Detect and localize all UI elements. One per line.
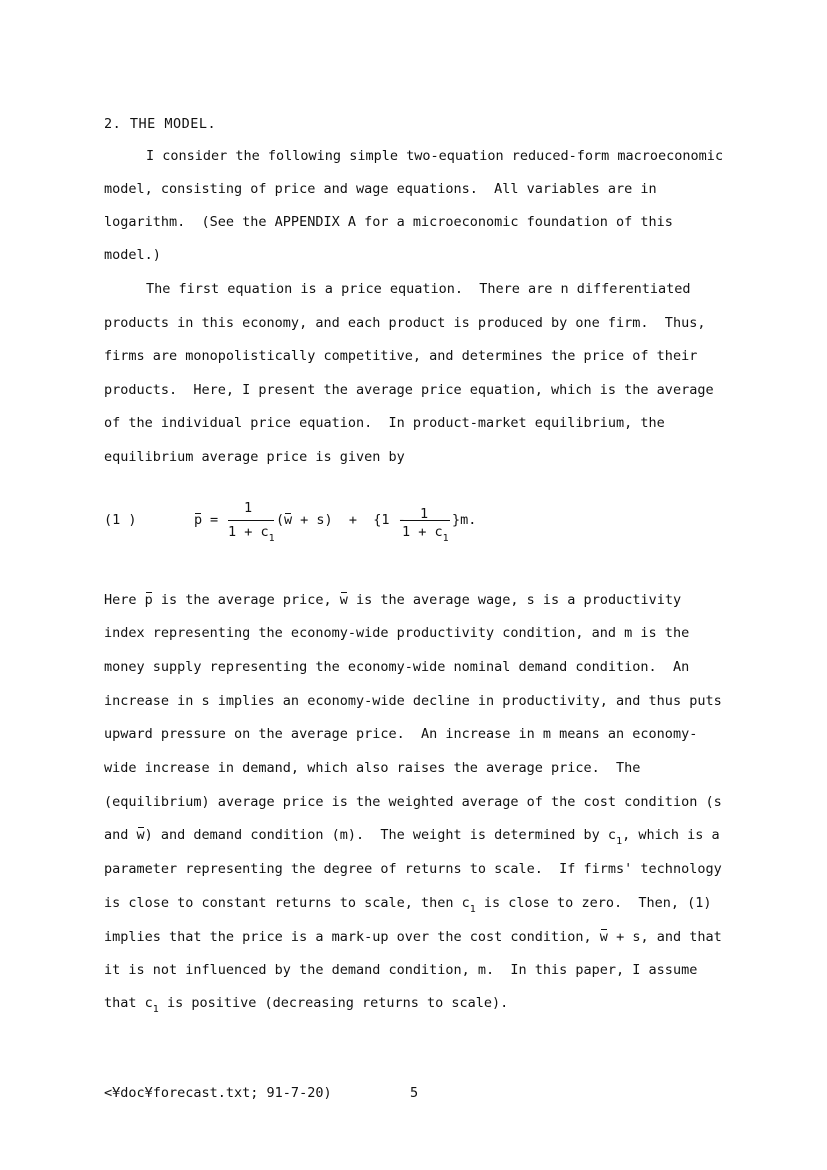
para2-line: firms are monopolistically competitive, and determines the price of their [104, 348, 698, 364]
para1-line: I consider the following simple two-equation reduced-form macroeconomic [146, 148, 724, 164]
para3-line: is close to constant returns to scale, then $c_1$ is close to zero. Then, (1) [104, 895, 712, 915]
para3-line: money supply representing the economy-wide nominal demand condition. An [104, 659, 690, 675]
equation-middle: + s) + {1 - [292, 512, 406, 528]
fraction2-bar [400, 520, 450, 521]
para3-line: increase in s implies an economy-wide decline in productivity, and thus puts [104, 693, 722, 709]
section-heading: 2. THE MODEL. [104, 116, 217, 132]
para2-line: equilibrium average price is given by [104, 449, 405, 465]
para1-line: model, consisting of price and wage equations. All variables are in [104, 181, 657, 197]
para1-line: logarithm. (See the APPENDIX A for a microeconomic foundation of this [104, 214, 673, 230]
para3-line: that $c_1$ is positive (decreasing returns to scale). [104, 995, 509, 1015]
para3-line: parameter representing the degree of returns to scale. If firms' technology [104, 861, 722, 877]
para3-line: and w) and demand condition (m). The weight is determined by $c_1$, which is a [104, 827, 720, 847]
para2-line: products in this economy, and each product is produced by one firm. Thus, [104, 315, 706, 331]
para3-line: implies that the price is a mark-up over the cost condition, w + s, and that [104, 929, 722, 945]
fraction-numerator: 1 [244, 500, 253, 516]
para3-line: index representing the economy-wide productivity condition, and m is the [104, 625, 690, 641]
para2-line: products. Here, I present the average price equation, which is the average [104, 382, 714, 398]
para2-line: The first equation is a price equation. There are n differentiated [146, 281, 691, 297]
fraction-denominator: $1 + c_1$ [228, 524, 275, 544]
equation-number: (1 ) [104, 512, 137, 528]
para3-line: (equilibrium) average price is the weighted average of the cost condition (s [104, 794, 722, 810]
fraction2-numerator: 1 [420, 506, 429, 522]
para3-line: it is not influenced by the demand condition, m. In this paper, I assume [104, 962, 698, 978]
page-number: 5 [410, 1085, 419, 1101]
equation-equals: = [210, 512, 219, 528]
para3-line: wide increase in demand, which also raises the average price. The [104, 760, 641, 776]
para3-line: Here p is the average price, w is the average wage, s is a productivity [104, 592, 682, 608]
para3-line: upward pressure on the average price. An increase in m means an economy- [104, 726, 698, 742]
footer-source: <¥doc¥forecast.txt; 91-7-20) [104, 1085, 332, 1101]
para1-line: model.) [104, 247, 161, 263]
equation-w: w [284, 512, 293, 528]
fraction2-denominator: $1 + c_1$ [402, 524, 449, 544]
equation-tail: }m. [452, 512, 477, 528]
paren-open: ( [276, 512, 285, 528]
fraction-bar [228, 520, 274, 521]
equation-lhs: p [194, 512, 203, 528]
para2-line: of the individual price equation. In product-market equilibrium, the [104, 415, 665, 431]
